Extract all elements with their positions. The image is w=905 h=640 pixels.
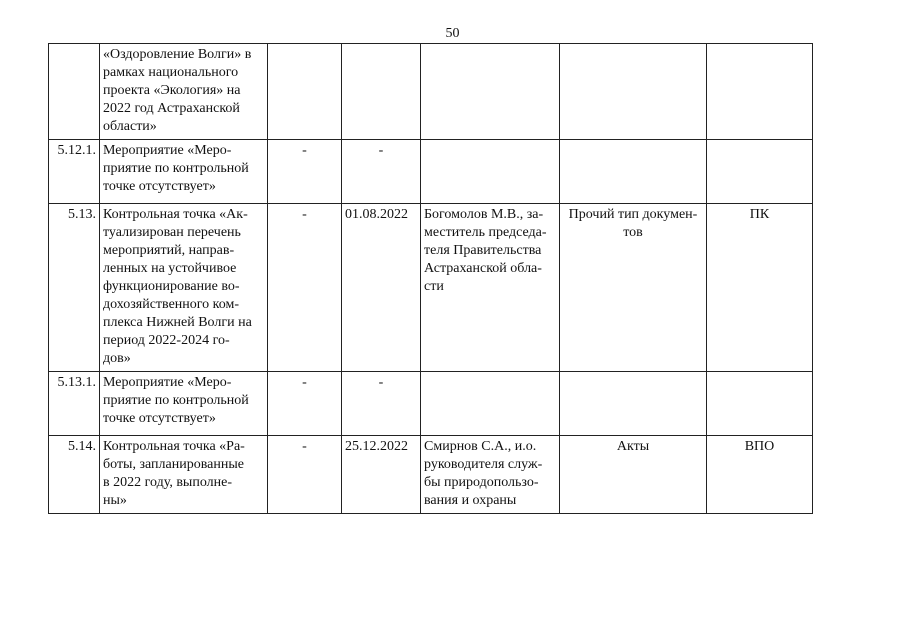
item-name-cell [100,140,268,204]
start-date-cell: - [268,436,342,514]
plan-table [48,43,813,514]
item-name-cell-line: плекса Нижней Волги на [103,315,252,330]
control-level-cell: ПК [707,204,813,372]
document-type-cell [560,436,707,514]
end-date-cell: - [342,372,421,436]
responsible-cell-line: Астраханской обла- [424,261,542,276]
item-name-cell-line: ленных на устойчивое [103,261,237,276]
end-date-cell: 25.12.2022 [342,436,421,514]
document-type-cell-line: Прочий тип докумен- [568,207,698,222]
responsible-cell [421,204,560,372]
end-date-cell [342,44,421,140]
control-level-cell [707,44,813,140]
row-number-cell [49,44,100,140]
start-date-cell: - [268,140,342,204]
responsible-cell-line: Смирнов С.А., и.о. [424,439,537,454]
item-name-cell [100,372,268,436]
responsible-cell [421,436,560,514]
item-name-cell-line: дохозяйственного ком- [103,297,240,312]
responsible-cell [421,140,560,204]
table-row [49,372,813,436]
document-type-cell-line: Акты [616,439,650,454]
item-name-cell [100,204,268,372]
page-number: 50 [445,26,460,41]
item-name-cell-line: точке отсутствует» [103,179,216,194]
document-type-cell-line: тов [623,225,643,240]
item-name-cell-line: 2022 год Астраханской [103,101,240,116]
responsible-cell-line: меститель председа- [424,225,547,240]
item-name-cell-line: дов» [103,351,131,366]
control-level-cell: ВПО [707,436,813,514]
end-date-cell: - [342,140,421,204]
responsible-cell [421,372,560,436]
table-row [49,204,813,372]
responsible-cell [421,44,560,140]
table-body [49,44,813,514]
document-type-cell [560,372,707,436]
item-name-cell-line: проекта «Экология» на [103,83,241,98]
item-name-cell-line: области» [103,119,157,134]
table-row [49,44,813,140]
row-number-cell: 5.12.1. [49,140,100,204]
item-name-cell-line: точке отсутствует» [103,411,216,426]
control-level-cell [707,140,813,204]
item-name-cell-line: боты, запланированные [103,457,244,472]
item-name-cell-line: функционирование во- [103,279,240,294]
document-type-cell [560,140,707,204]
item-name-cell-line: Контрольная точка «Ра- [103,439,245,454]
table-row [49,436,813,514]
row-number-cell: 5.14. [49,436,100,514]
item-name-cell-line: рамках национального [103,65,239,80]
responsible-cell-line: бы природопользо- [424,475,539,490]
item-name-cell-line: приятие по контрольной [103,393,249,408]
item-name-cell-line: «Оздоровление Волги» в [103,47,252,62]
document-type-cell [560,44,707,140]
item-name-cell-line: Мероприятие «Меро- [103,143,232,158]
responsible-cell-line: вания и охраны [424,493,517,508]
item-name-cell [100,44,268,140]
start-date-cell [268,44,342,140]
start-date-cell: - [268,204,342,372]
end-date-cell: 01.08.2022 [342,204,421,372]
item-name-cell-line: Контрольная точка «Ак- [103,207,248,222]
table-row [49,140,813,204]
row-number-cell: 5.13.1. [49,372,100,436]
item-name-cell-line: Мероприятие «Меро- [103,375,232,390]
item-name-cell-line: в 2022 году, выполне- [103,475,233,490]
item-name-cell-line: туализирован перечень [103,225,241,240]
responsible-cell-line: теля Правительства [424,243,542,258]
document-type-cell [560,204,707,372]
control-level-cell [707,372,813,436]
item-name-cell [100,436,268,514]
responsible-cell-line: сти [424,279,444,294]
item-name-cell-line: период 2022-2024 го- [103,333,230,348]
start-date-cell: - [268,372,342,436]
item-name-cell-line: ны» [103,493,127,508]
row-number-cell: 5.13. [49,204,100,372]
item-name-cell-line: приятие по контрольной [103,161,249,176]
responsible-cell-line: Богомолов М.В., за- [424,207,544,222]
responsible-cell-line: руководителя служ- [424,457,543,472]
item-name-cell-line: мероприятий, направ- [103,243,235,258]
